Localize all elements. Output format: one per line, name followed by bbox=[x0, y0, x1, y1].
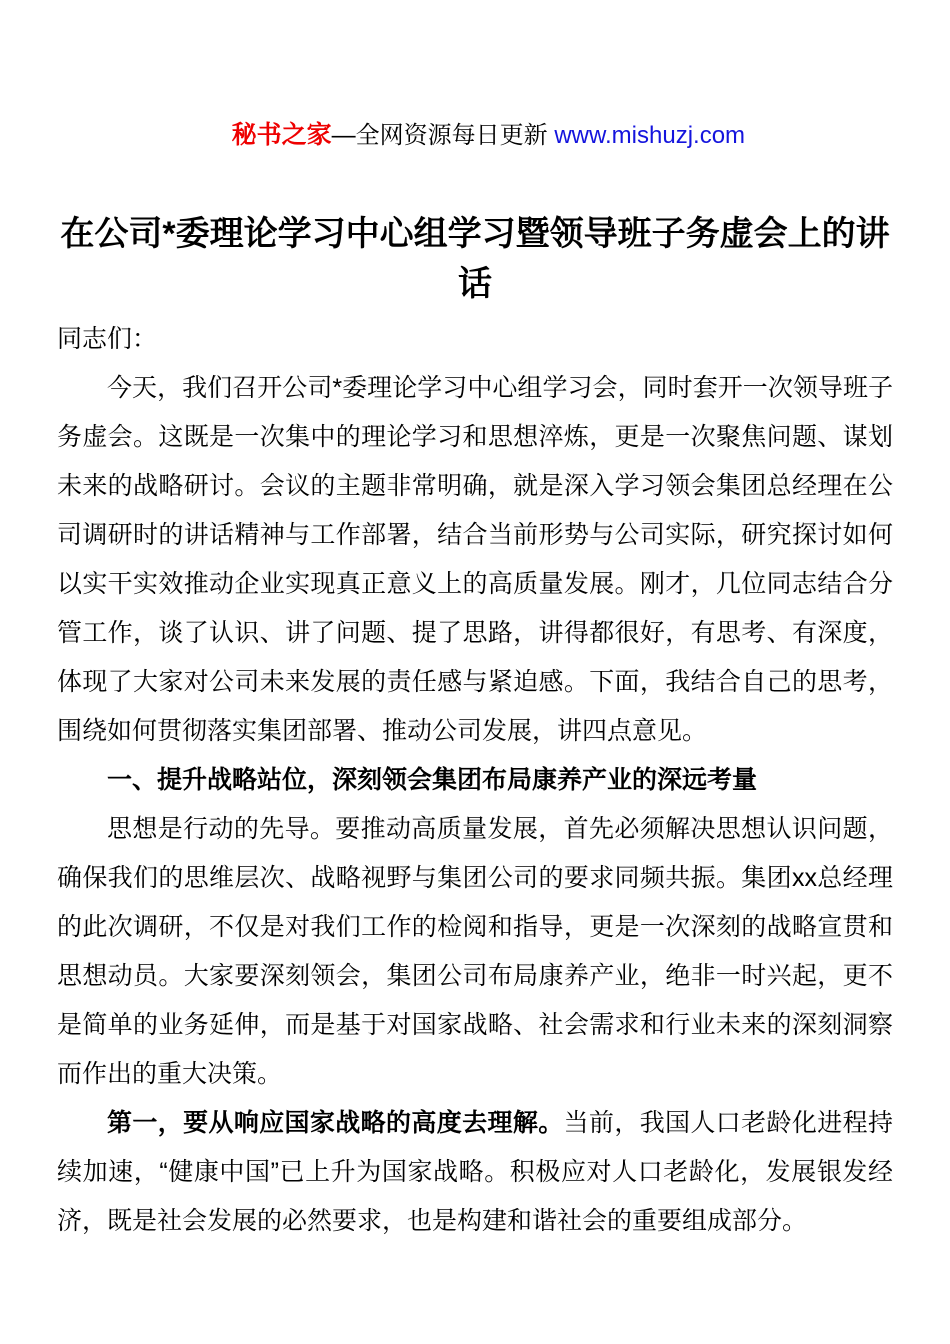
text-run: 今天，我们召开公司*委理论学习中心组学习会，同时套开一次领导班子务虚会。这既是一次集中的理论学习和思想淬炼，更是一次聚焦问题、谋划未来的战略研讨。会议的主题非常明确，就是深入学习领会集团总经理在公司调研时的讲话精神与工作部署，结合当前形势与公司实际，研究探讨如何以实干实效推动企业实现真正意义上的高质量发展。刚才，几位同志结合分管工作，谈了认识、讲了问题、提了思路，讲得都很好，有思考、有深度，体现了大家对公司未来发展的责任感与紧迫感。下面，我结合自己的思考，围绕如何贯彻落实集团部署、推动公司发展，讲四点意见。 bbox=[57, 374, 893, 745]
text-run: 同志们： bbox=[57, 325, 158, 353]
site-name: 秘书之家 bbox=[231, 121, 332, 149]
section-heading bbox=[57, 756, 893, 805]
site-url-link[interactable]: www.mishuzj.com bbox=[554, 122, 746, 149]
text-run: 当前，我国人口老龄化进程持续加速，“健康中国”已上升为国家战略。积极应对人口老龄化，发展银发经济，既是社会发展的必然要求，也是构建和谐社会的重要组成部分。 bbox=[57, 1109, 893, 1235]
document-title: 在公司*委理论学习中心组学习暨领导班子务虚会上的讲话 bbox=[60, 215, 890, 303]
body-paragraph bbox=[57, 364, 893, 756]
body-paragraph bbox=[57, 805, 893, 1099]
document-body bbox=[57, 315, 893, 1246]
header-banner bbox=[57, 0, 893, 187]
header-tagline: —全网资源每日更新 bbox=[331, 122, 555, 149]
text-run: 第一，要从响应国家战略的高度去理解。 bbox=[107, 1109, 564, 1137]
text-run: 一、提升战略站位，深刻领会集团布局康养产业的深远考量 bbox=[107, 766, 758, 794]
salutation bbox=[57, 315, 893, 364]
body-paragraph bbox=[57, 1099, 893, 1246]
text-run: 思想是行动的先导。要推动高质量发展，首先必须解决思想认识问题，确保我们的思维层次、战略视野与集团公司的要求同频共振。集团xx总经理的此次调研，不仅是对我们工作的检阅和指导，更是一次深刻的战略宣贯和思想动员。大家要深刻领会，集团公司布局康养产业，绝非一时兴起，更不是简单的业务延伸，而是基于对国家战略、社会需求和行业未来的深刻洞察而作出的重大决策。 bbox=[57, 815, 893, 1088]
